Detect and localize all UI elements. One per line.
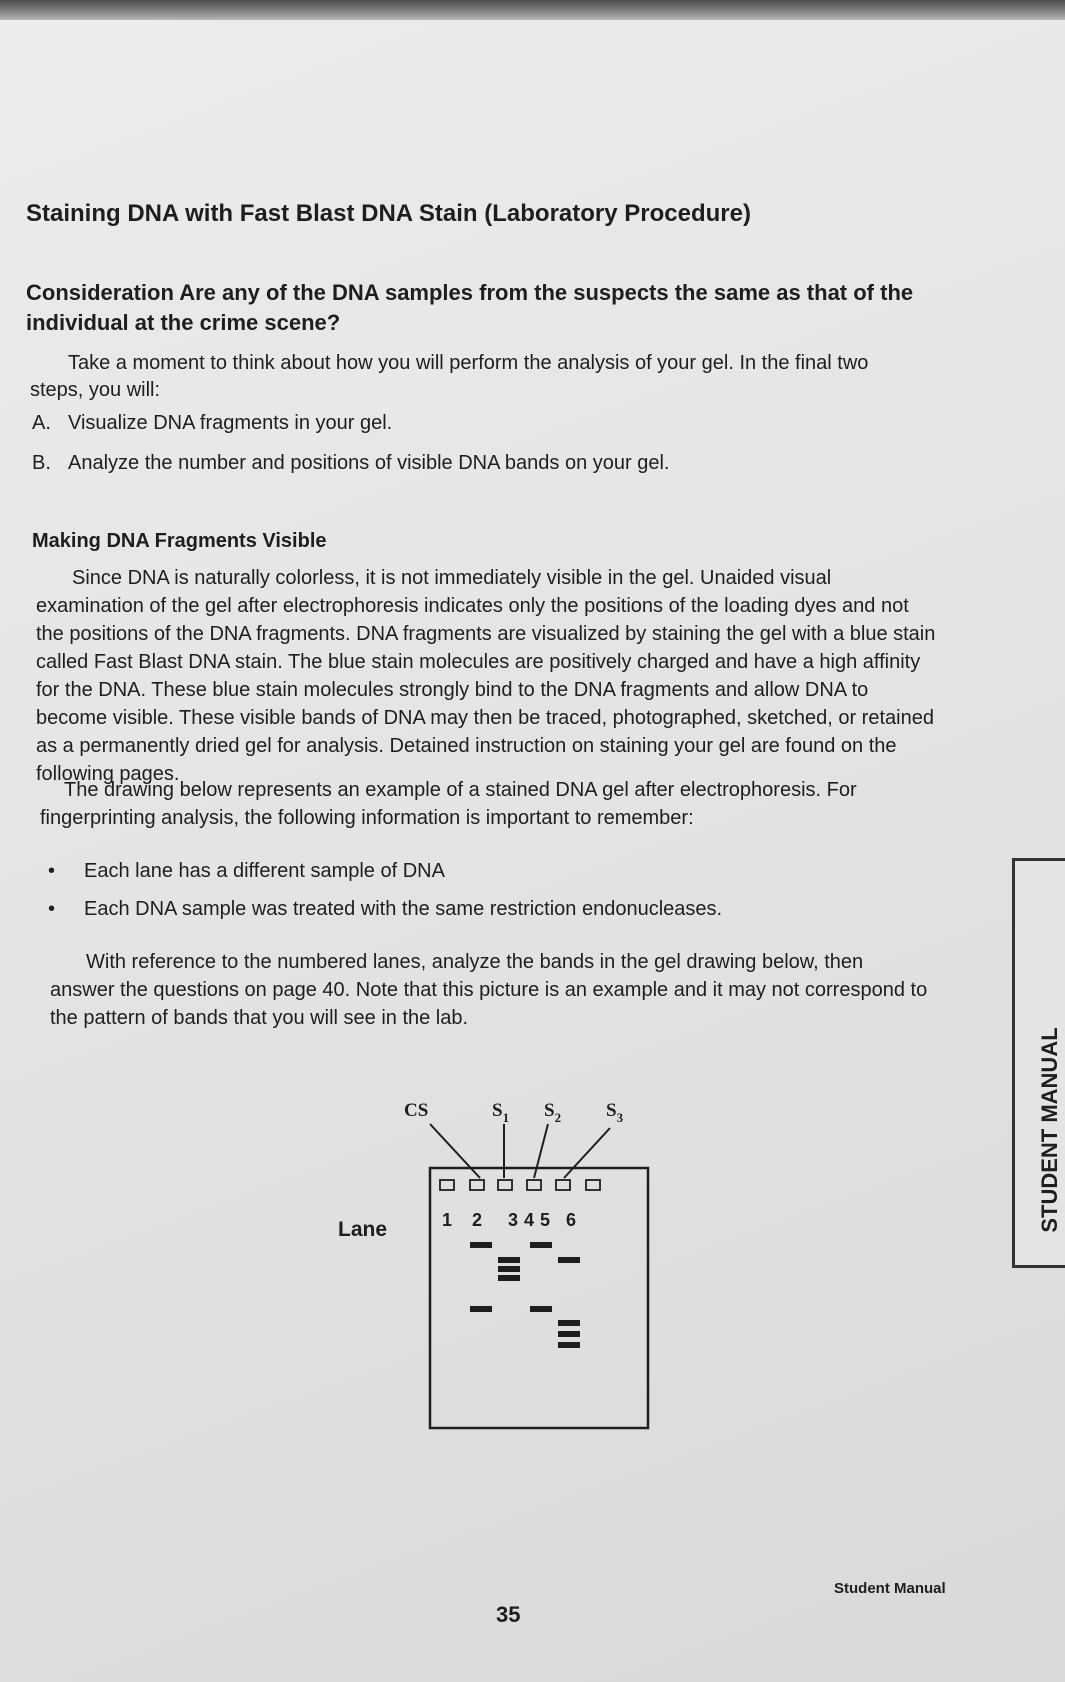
gel-well [470, 1180, 484, 1190]
dna-band [498, 1275, 520, 1281]
sample-label-s1: $S_1$ [492, 1100, 510, 1125]
dna-band [558, 1257, 580, 1263]
section-subheading: Making DNA Fragments Visible [32, 530, 327, 552]
dna-band [470, 1306, 492, 1312]
step-text: Visualize DNA fragments in your gel. [68, 412, 393, 434]
paragraph-drawing: The drawing below represents an example of a stained DNA gel after electrophoresis. For fingerprinting analysis, the following information is important to remember: [40, 779, 857, 829]
gel-well [586, 1180, 600, 1190]
step-b [32, 452, 669, 475]
sample-label-s2: $S_2$ [544, 1100, 562, 1125]
lane-number: 3 [508, 1210, 519, 1230]
pointer-line [564, 1128, 610, 1178]
gel-well [440, 1180, 454, 1190]
dna-band [558, 1331, 580, 1337]
step-letter: A. [32, 412, 51, 434]
pointer-line [430, 1124, 480, 1178]
step-text: Analyze the number and positions of visible DNA bands on your gel. [68, 452, 670, 474]
bullet-text: Each lane has a different sample of DNA [84, 860, 445, 882]
dna-band [530, 1306, 552, 1312]
sample-label-s3: $S_3$ [606, 1100, 624, 1125]
lane-numbers [442, 1210, 576, 1230]
side-tab-label: STUDENT MANUAL [1037, 1027, 1062, 1233]
gel-well [498, 1180, 512, 1190]
footer-label: Student Manual [834, 1580, 946, 1597]
dna-band [558, 1342, 580, 1348]
bullet-item [48, 898, 722, 921]
page-number: 35 [496, 1602, 521, 1627]
consideration-question: Consideration Are any of the DNA samples from the suspects the same as that of the individual at the crime scene? [26, 280, 914, 335]
dna-bands [470, 1242, 580, 1348]
dna-band [558, 1320, 580, 1326]
gel-well [527, 1180, 541, 1190]
pointer-line [534, 1124, 548, 1178]
dna-band [530, 1242, 552, 1248]
sample-label-cs: CS [404, 1100, 429, 1121]
page-title: Staining DNA with Fast Blast DNA Stain (Laboratory Procedure) [26, 200, 751, 227]
gel-well [556, 1180, 570, 1190]
lane-number: 1 [442, 1210, 453, 1230]
step-a [32, 412, 392, 435]
dna-band [498, 1266, 520, 1272]
bullet-item [48, 860, 445, 883]
bullet-text: Each DNA sample was treated with the same restriction endonucleases. [84, 898, 723, 920]
lane-label: Lane [338, 1218, 388, 1241]
bullet-dot: • [48, 860, 56, 882]
dna-band [470, 1242, 492, 1248]
document-page [0, 20, 1065, 1682]
gel-outline [430, 1168, 648, 1428]
bullet-dot: • [48, 898, 56, 920]
lane-number: 5 [540, 1210, 551, 1230]
gel-wells [440, 1180, 600, 1190]
paragraph-staining: Since DNA is naturally colorless, it is not immediately visible in the gel. Unaided visual examination of the gel after electrophoresis indicates only the positions of the loading dyes and not the positions of the DNA fragments. DNA fragments are visualized by staining the gel with a blue stain called Fast Blast DNA stain. The blue stain molecules are positively charged and have a high affinity for the DNA. These blue stain molecules strongly bind to the DNA fragments and allow DNA to become visible. These visible bands of DNA may then be traced, photographed, sketched, or retained as a permanently dried gel for analysis. Detained instruction on staining your gel are found on the following pages. [36, 567, 936, 785]
step-letter: B. [32, 452, 51, 474]
lane-number: 2 [472, 1210, 483, 1230]
lane-number: 4 [524, 1210, 535, 1230]
intro-paragraph: Take a moment to think about how you will perform the analysis of your gel. In the final two steps, you will: [30, 352, 869, 401]
dna-band [498, 1257, 520, 1263]
lane-number: 6 [566, 1210, 577, 1230]
paragraph-analysis: With reference to the numbered lanes, analyze the bands in the gel drawing below, then answer the questions on page 40. Note that this picture is an example and it may not correspond to the pattern of bands that you will see in the lab. [50, 951, 928, 1029]
gel-diagram [326, 1080, 666, 1460]
sample-pointer-lines [430, 1124, 610, 1178]
